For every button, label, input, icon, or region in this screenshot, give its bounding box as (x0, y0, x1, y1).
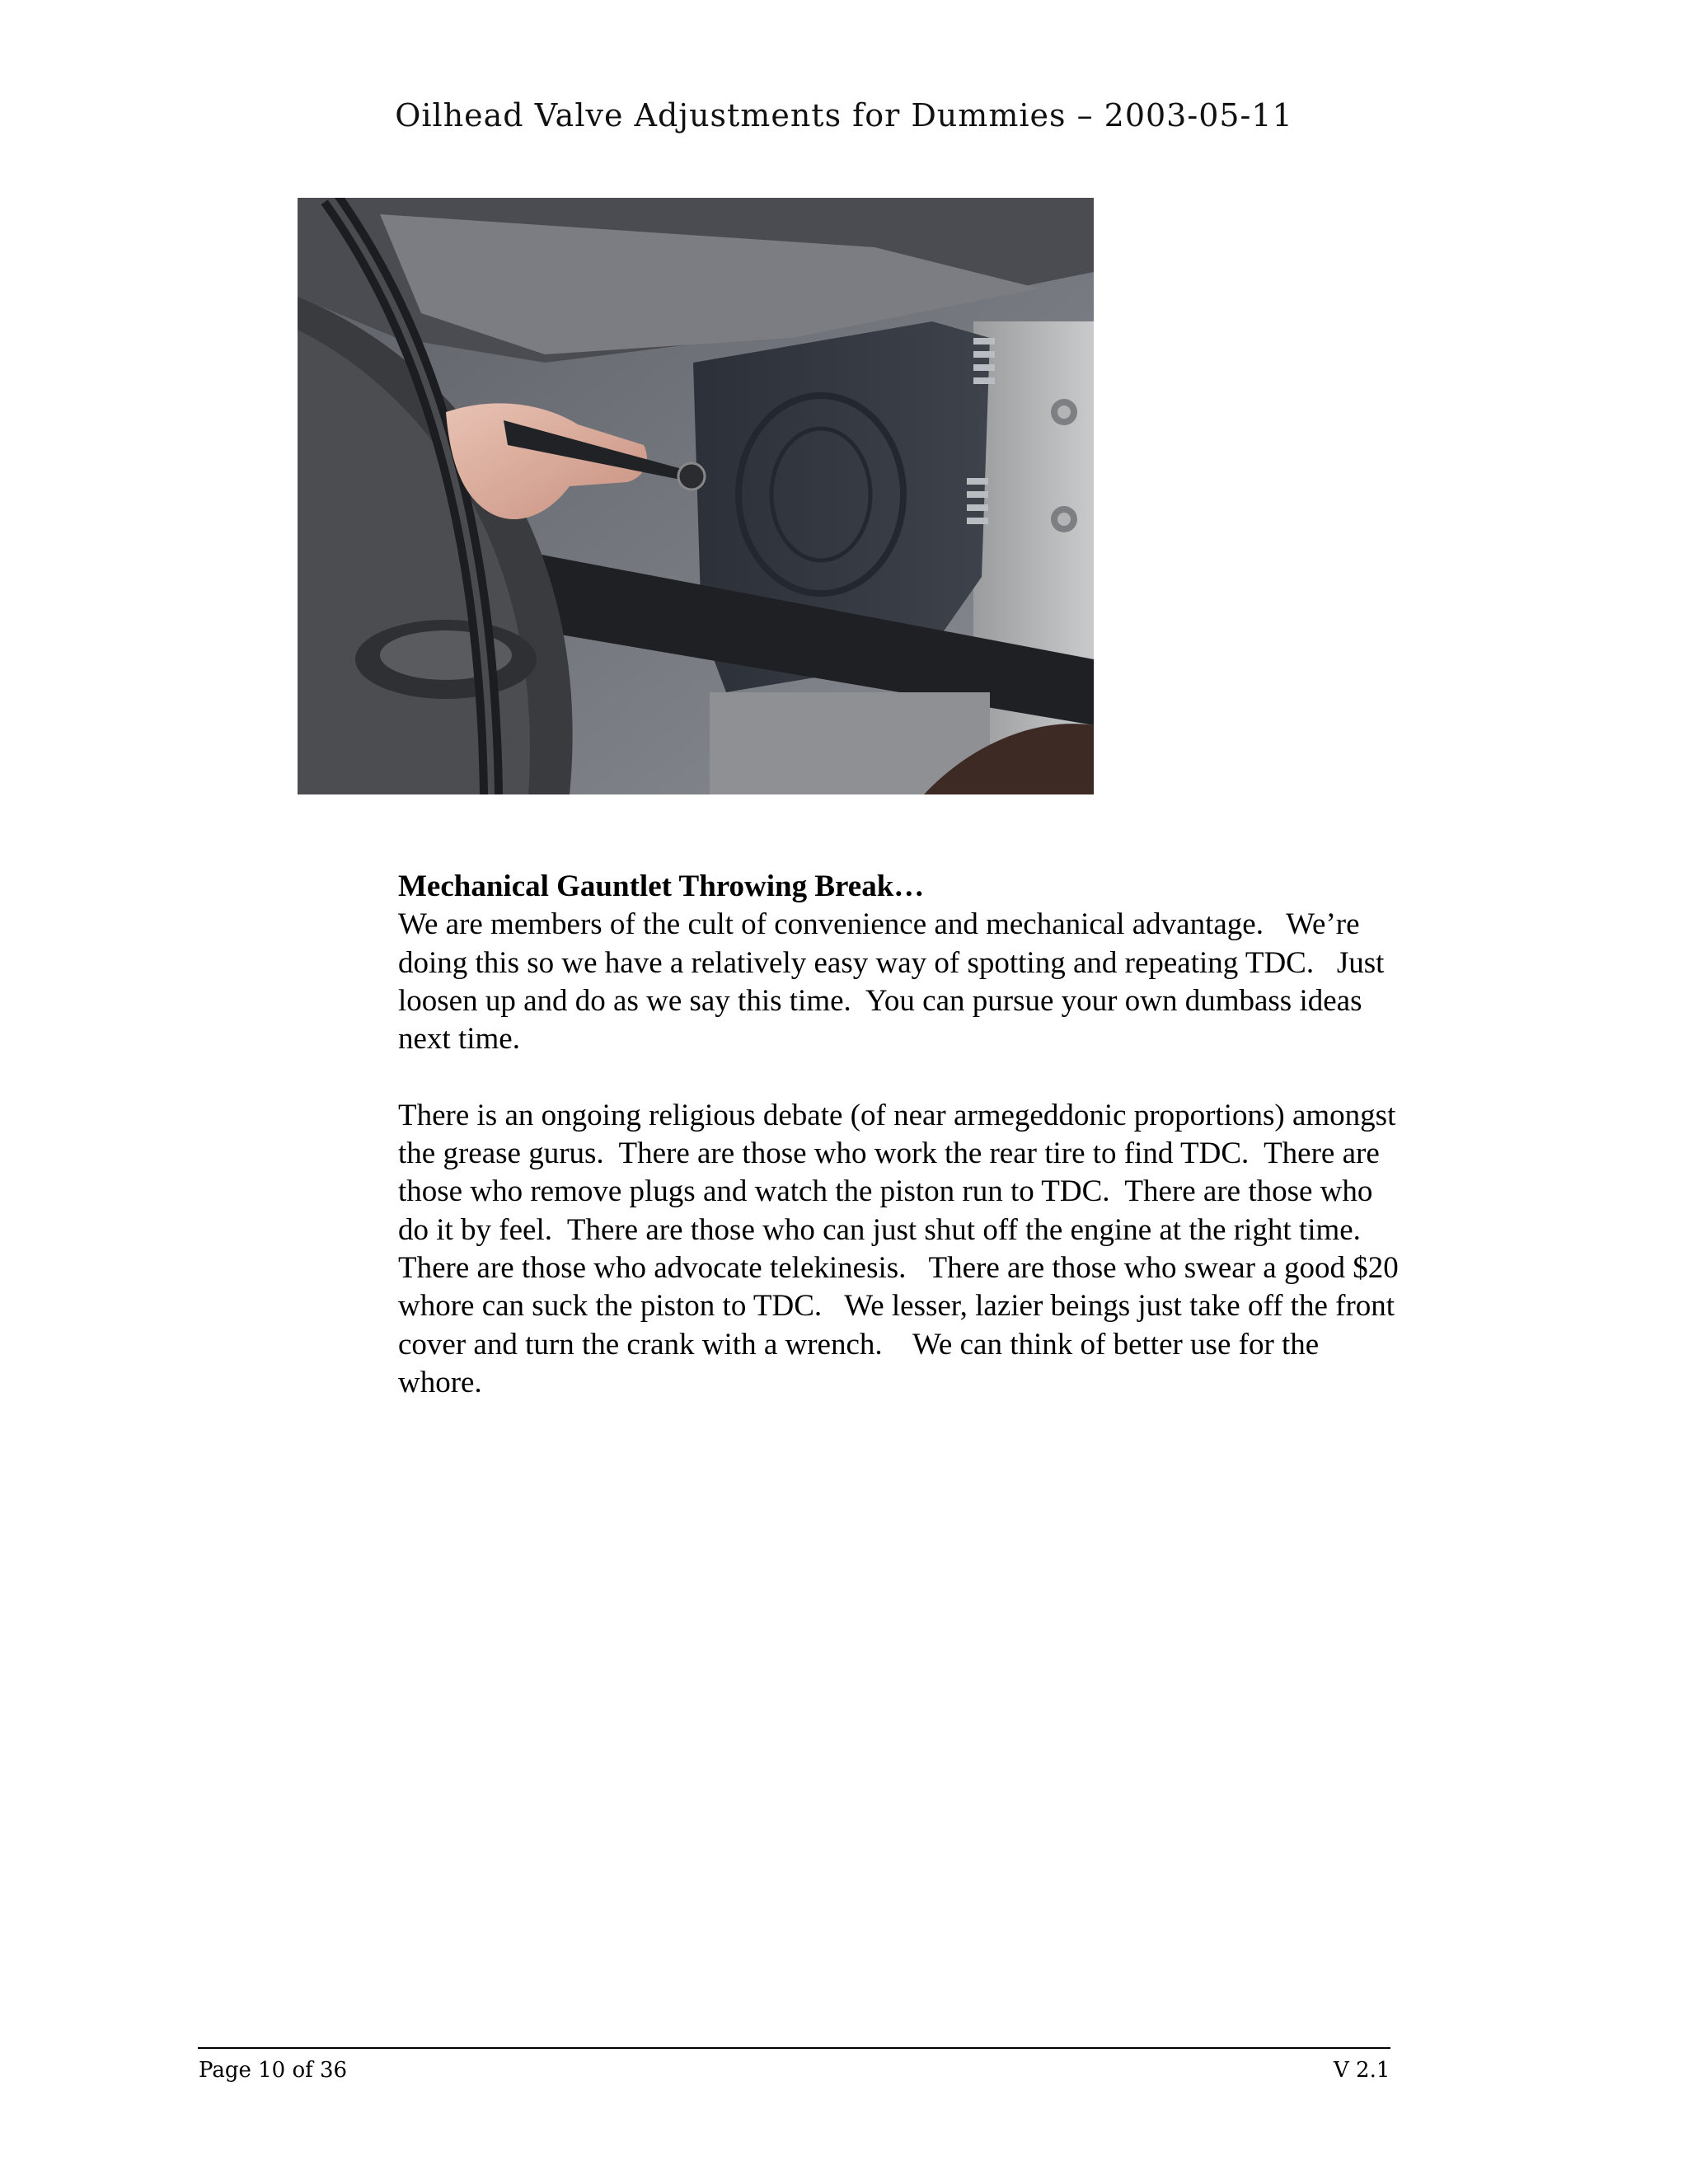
paragraph-line: There is an ongoing religious debate (of near armegeddonic proportions) amongst (398, 1098, 1396, 1132)
paragraph-line: whore. (398, 1365, 482, 1399)
paragraph-line: do it by feel. There are those who can just shut off the engine at the right time. (398, 1212, 1361, 1247)
paragraph-line: cover and turn the crank with a wrench. We can think of better use for the (398, 1327, 1320, 1361)
engine-crank-photo (298, 198, 1094, 794)
paragraph-line: doing this so we have a relatively easy way of spotting and repeating TDC. Just (398, 945, 1385, 980)
paragraph-line: next time. (398, 1022, 520, 1057)
paragraph-line: the grease gurus. There are those who work the rear tire to find TDC. There are (398, 1137, 1380, 1171)
paragraph-spacer (398, 1058, 1511, 1096)
paragraph-line: those who remove plugs and watch the piston run to TDC. There are those who (398, 1174, 1373, 1209)
paragraph-line: loosen up and do as we say this time. You can pursue your own dumbass ideas (398, 983, 1362, 1018)
paragraph-line: We are members of the cult of convenience and mechanical advantage. We’re (398, 907, 1360, 942)
footer-divider (198, 2047, 1390, 2049)
main-content (398, 868, 1511, 1402)
paragraph-line: There are those who advocate telekinesis. There are those who swear a good $20 (398, 1250, 1399, 1285)
paragraph-line: whore can suck the piston to TDC. We lesser, lazier beings just take off the front (398, 1289, 1395, 1324)
page-number: Page 10 of 36 (199, 2058, 348, 2083)
section-heading: Mechanical Gauntlet Throwing Break… (398, 869, 925, 903)
document-title: Oilhead Valve Adjustments for Dummies – 2003-05-11 (395, 97, 1293, 134)
version-label: V 2.1 (1334, 2058, 1390, 2083)
